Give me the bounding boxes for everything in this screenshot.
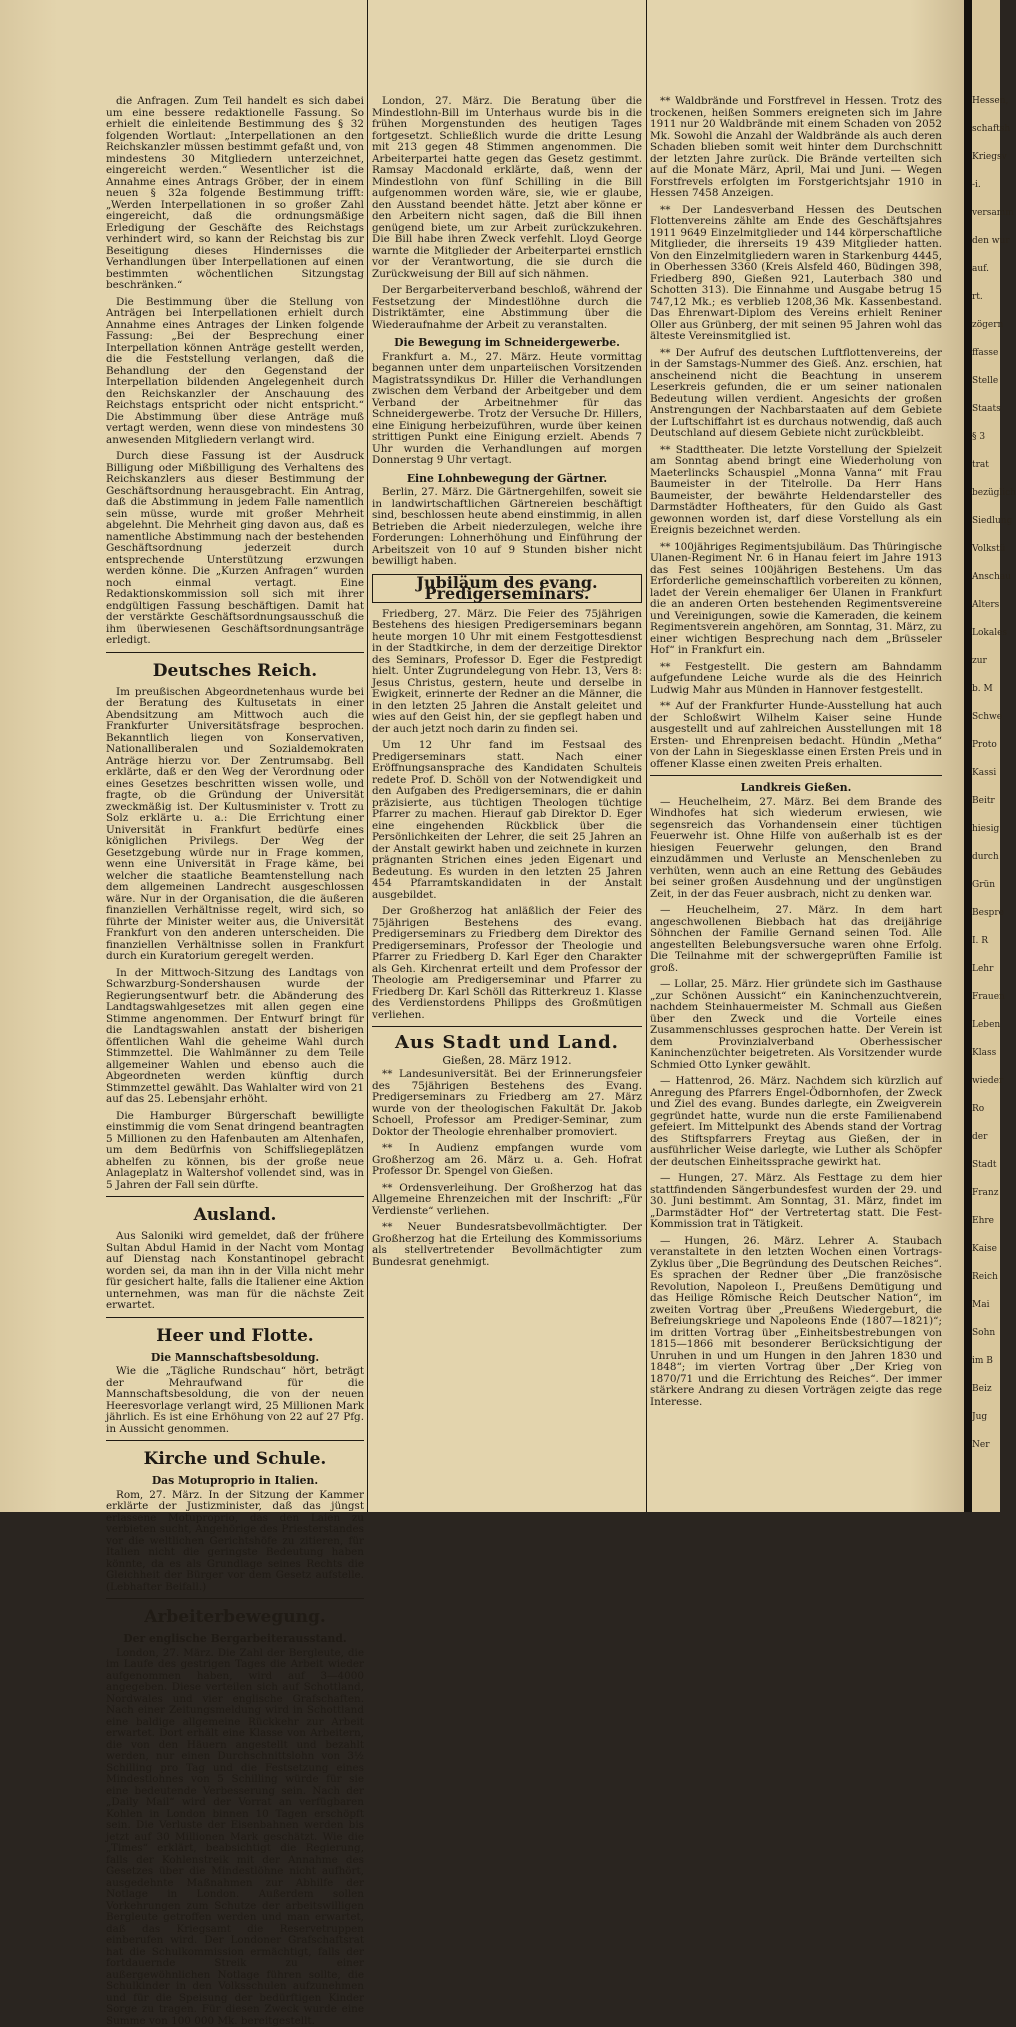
article-paragraph: ** Festgestellt. Die gestern am Bahndamm aufgefundene Leiche wurde als die des Heinrich Ludwig Mahr aus Münden in Hannover festgestellt. — [650, 662, 942, 697]
article-paragraph: — Heuchelheim, 27. März. Bei dem Brande des Windhofes hat sich wiederum erwiesen, wie segensreich das Vorhandensein einer tüchtigen Feuerwehr ist. Ohne Hilfe von außerhalb ist es der hiesigen Feuerwehr gelungen, den Brand einzudämmen und Verluste an Menschenleben zu verhüten, wenn auch an eine Rettung des Gebäudes bei seiner großen Ausdehnung und der ungünstigen Zeit, in der das Feuer ausbrach, nicht zu denken war. — [650, 797, 942, 901]
article-paragraph: Friedberg, 27. März. Die Feier des 75jährigen Bestehens des hiesigen Predigerseminars begann heute morgen 10 Uhr mit einem Festgottesdienst in der Stadtkirche, in dem der derzeitige Direktor des Seminars, Professor D. Eger die Festpredigt hielt. Unter Zugrundelegung von Hebr. 13, Vers 8: Jesus Christus, gestern, heute und derselbe in Ewigkeit, erinnerte der Redner an die Männer, die in den letzten 25 Jahren die Anstalt geleitet und wies auf den Geist hin, der sie gepflegt haben und der auch jetzt noch darin zu finden sei. — [372, 609, 642, 736]
article-paragraph: ** Der Aufruf des deutschen Luftflottenvereins, der in der Samstags-Nummer des Gieß. Anz. erschien, hat anscheinend nicht die Beachtung in unserem Leserkreis gefunden, die er um seiner nationalen Bedeutung willen verdient. Angesichts der großen Anstrengungen der Nachbarstaaten auf dem Gebiete der Luftschiffahrt ist es durchaus notwendig, daß auch Deutschland auf diesem Gebiete nicht zurückbleibt. — [650, 348, 942, 440]
article-paragraph: ** Neuer Bundesratsbevollmächtigter. Der Großherzog hat die Erteilung des Kommissoriums als stellvertretender Bevollmächtigter zum Bundesrat genehmigt. — [372, 1222, 642, 1268]
edge-fragment: Stelle — [972, 376, 1000, 387]
article-paragraph: die Anfragen. Zum Teil handelt es sich dabei um eine bessere redaktionelle Fassung. So erhielt die einleitende Bestimmung des § 32 folgenden Wortlaut: „Interpellationen an den Reichskanzler müssen bestimmt gefaßt und, von mindestens 30 Mitgliedern unterzeichnet, eingereicht werden.“ Wesentlicher ist die Annahme eines Antrags Gröber, der in einem neuen § 32a folgende Bestimmung trifft: „Werden Interpellationen in so großer Zahl eingereicht, daß die ordnungsmäßige Erledigung der Geschäfte des Reichstags verhindert wird, so kann der Reichstag bis zur Beseitigung dieses Hindernisses die Verhandlungen über Interpellationen auf einen bestimmten wöchentlichen Sitzungstag beschränken.“ — [106, 96, 364, 292]
article-paragraph: ** In Audienz empfangen wurde vom Großherzog am 26. März u. a. Geh. Hofrat Professor Dr. Spengel von Gießen. — [372, 1143, 642, 1178]
column-1 — [106, 96, 364, 1492]
article-paragraph: ** Auf der Frankfurter Hunde-Ausstellung hat auch der Schloßwirt Wilhelm Kaiser seine Hunde ausgestellt und auf zahlreichen Ausstellungen mit 18 Ersten- und Ehrenpreisen bedacht. Hündin „Metha“ von der Lahn in Siegesklasse einen Ersten Preis und in offener Klasse einen zweiten Preis erhalten. — [650, 701, 942, 770]
article-paragraph: Berlin, 27. März. Die Gärtnergehilfen, soweit sie in landwirtschaftlichen Gärtnereien beschäftigt sind, beschlossen heute abend einstimmig, in allen Betrieben die Arbeit niederzulegen, welche ihre Forderungen: Lohnerhöhung und Einführung der Arbeitszeit von 10 auf 9 Stunden bisher nicht bewilligt haben. — [372, 487, 642, 568]
article-paragraph: London, 27. März. Die Zahl der Bergleute, die im Laufe des gestrigen Tages die Arbeit wieder aufgenommen haben, wird auf 3—4000 angegeben. Diese verteilen sich auf Schottland, Nordwales und vier englische Grafschaften. Nach einer Zeitungsmeldung wird in Schottland eine baldige allgemeine Rückkehr zur Arbeit erwartet. Dort erhält eine Klasse von Arbeitern, die von den Häuern angestellt und bezahlt werden, nur einen Durchschnittslohn von 3½ Schilling pro Tag und die Festsetzung eines Mindestlohnes von 5 Schilling würde für sie eine bedeutende Verbesserung sein. Nach der „Daily Mail“ wird der Vorrat an verfügbaren Kohlen in London binnen 10 Tagen erschöpft sein. Die Verluste der Eisenbahnen werden bis jetzt auf 30 Millionen Mark geschätzt. Wie die „Times“ erklärt, beabsichtigt die Regierung, falls der Kohlenstreik mit der Annahme des Gesetzes über die Mindestlöhne nicht aufhört, ausgedehnte Maßnahmen zur Abhilfe der Notlage in London. Außerdem sollen Vorkehrungen zum Schutze der arbeitswilligen Bergleute getroffen werden und man erwartet, daß das Kriegsamt die Reservetruppen einberufen wird. Der Londoner Grafschaftsrat hat die Schulkommission ermächtigt, falls der fortdauernde Streik zu einer außergewöhnlichen Notlage führen sollte, die Schulkinder in den Volksschulen aufzunehmen und für die Speisung der bedürftigen Kinder Sorge zu tragen. Für diesen Zweck wurde eine Summe von 100 000 Mk. bereitgestellt. — [106, 1648, 364, 2027]
article-paragraph: Rom, 27. März. In der Sitzung der Kammer erklärte der Justizminister, daß das jüngst erlassene Motuproprio, das den Laien zu verbieten sucht, Angehörige des Priesterstandes vor die weltlichen Gerichtshöfe zu zitieren, für Italien nicht die geringste Bedeutung haben könnte, da es als Grundlage seines Rechts die Gleichheit der Bürger vor dem Gesetz aufstelle. (Lebhafter Beifall.) — [106, 1490, 364, 1594]
edge-fragment: Leben — [972, 1020, 1000, 1031]
sub-heading: Der englische Bergarbeiterausstand. — [106, 1633, 364, 1645]
edge-fragment: Ro — [972, 1104, 1000, 1115]
page-binding-edge — [964, 0, 972, 1512]
edge-fragment: Jug — [972, 1412, 1000, 1423]
section-heading: Aus Stadt und Land. — [372, 1037, 642, 1049]
edge-fragment: hiesig — [972, 824, 1000, 835]
section-rule — [106, 1440, 364, 1441]
edge-fragment: Reich — [972, 1272, 1000, 1283]
article-paragraph: ** Waldbrände und Forstfrevel in Hessen. Trotz des trockenen, heißen Sommers ereigneten sich im Jahre 1911 nur 20 Waldbrände mit einem Schaden von 2052 Mk. Sowohl die Anzahl der Waldbrände als auch deren Schaden blieben somit weit hinter dem Durchschnitt der letzten Jahre zurück. Die Brände verteilten sich auf die Monate März, April, Mai und Juni. — Wegen Forstfrevels erfolgten im Forstgerichtsjahr 1910 in Hessen 7458 Anzeigen. — [650, 96, 942, 200]
section-rule — [106, 1598, 364, 1599]
edge-fragment: I. R — [972, 936, 1000, 947]
section-rule — [650, 775, 942, 776]
edge-fragment: Stadt — [972, 1160, 1000, 1171]
edge-fragment: durch — [972, 852, 1000, 863]
column-divider — [367, 0, 368, 1512]
edge-fragment: rt. — [972, 292, 1000, 303]
article-paragraph: Aus Saloniki wird gemeldet, daß der frühere Sultan Abdul Hamid in der Nacht vom Montag auf Dienstag nach Konstantinopel gebracht worden sei, da man ihn in der Villa nicht mehr für gesichert halte, falls die Italiener eine Aktion unternehmen, was man für die nächste Zeit erwartet. — [106, 1231, 364, 1312]
adjacent-page-text — [972, 96, 1000, 1492]
section-rule — [106, 1317, 364, 1318]
article-paragraph: Durch diese Fassung ist der Ausdruck Billigung oder Mißbilligung des Verhaltens des Reichskanzlers aus dieser Bestimmung der Geschäftsordnung herausgebracht. Ein Antrag, daß die Abstimmung in jedem Falle namentlich sein müsse, wurde mit großer Mehrheit abgelehnt. Die Mehrheit ging davon aus, daß es namentliche Abstimmung nach der bestehenden Geschäftsordnung jederzeit durch entsprechende Unterstützung erzwungen werden könne. Die „Kurzen Anfragen“ wurden noch einmal vertagt. Eine Redaktionskommission soll sich mit ihrer endgültigen Fassung beschäftigen. Damit hat der verstärkte Geschäftsordnungsausschuß die ihm überwiesenen Geschäftsordnungsanträge erledigt. — [106, 451, 364, 647]
edge-fragment: versamm — [972, 208, 1000, 219]
edge-fragment: Schwe — [972, 712, 1000, 723]
edge-fragment: ffasse — [972, 348, 1000, 359]
article-paragraph: — Hattenrod, 26. März. Nachdem sich kürzlich auf Anregung des Pfarrers Engel-Ödbornhofen, der Zweck und Ziel des evang. Bundes darlegte, ein Zweigverein gegründet hatte, wurde nun die erste Familienabend gefeiert. Im Mittelpunkt des Abends stand der Vortrag des Stiftspfarrers Freytag aus Gießen, der in ausführlicher Weise darlegte, wie Luther als Schöpfer der deutschen Einheitssprache gewirkt hat. — [650, 1076, 942, 1168]
article-paragraph: Der Großherzog hat anläßlich der Feier des 75jährigen Bestehens des evang. Predigerseminars zu Friedberg dem Direktor des Predigerseminars, Professor der Theologie und Pfarrer zu Friedberg D. Karl Eger den Charakter als Geh. Kirchenrat erteilt und dem Professor der Theologie am Predigerseminar und Pfarrer zu Friedberg Dr. Karl Schöll das Ritterkreuz 1. Klasse des Verdienstordens Philipps des Großmütigen verliehen. — [372, 906, 642, 1021]
edge-fragment: Mai — [972, 1300, 1000, 1311]
edge-fragment: b. M — [972, 684, 1000, 695]
edge-fragment: Kassi — [972, 768, 1000, 779]
edge-fragment: Bespre — [972, 908, 1000, 919]
article-paragraph: ** Ordensverleihung. Der Großherzog hat das Allgemeine Ehrenzeichen mit der Inschrift: „Für Verdienste“ verliehen. — [372, 1183, 642, 1218]
section-heading: Arbeiterbewegung. — [106, 1608, 364, 1627]
section-heading: Kirche und Schule. — [106, 1450, 364, 1469]
edge-fragment: Lehr — [972, 964, 1000, 975]
edge-fragment: Kriegsv — [972, 152, 1000, 163]
edge-fragment: Grün — [972, 880, 1000, 891]
edge-fragment: Anschau — [972, 572, 1000, 583]
sub-heading: Die Mannschaftsbesoldung. — [106, 1352, 364, 1364]
article-paragraph: In der Mittwoch-Sitzung des Landtags von Schwarzburg-Sondershausen wurde der Regierungsentwurf betr. die Abänderung des Landtagswahlgesetzes mit allen gegen eine Stimme angenommen. Der Entwurf bringt für die Landtagswahlen anstatt der bisherigen öffentlichen Wahl die geheime Wahl durch Stimmzettel. Die Wahlmänner zu dem Teile allgemeiner Wahlen und ebenso auch die Abgeordneten werden künftig durch Stimmzettel gewählt. Das Wahlalter wird von 21 auf das 25. Lebensjahr erhöht. — [106, 968, 364, 1106]
edge-fragment: zur — [972, 656, 1000, 667]
dateline: Gießen, 28. März 1912. — [372, 1055, 642, 1067]
edge-fragment: Kaise — [972, 1244, 1000, 1255]
edge-fragment: auf. — [972, 264, 1000, 275]
edge-fragment: Ner — [972, 1440, 1000, 1451]
article-paragraph: — Lollar, 25. März. Hier gründete sich im Gasthause „zur Schönen Aussicht“ ein Kaninchenzuchtverein, nachdem Steinhauermeister M. Schmall aus Gießen über den Zweck und die Vorteile eines Zusammenschlusses gesprochen hatte. Der Verein ist dem Provinzialverband Oberhessischer Kaninchenzüchter beigetreten. Als Vorsitzender wurde Schmied Otto Lynker gewählt. — [650, 979, 942, 1071]
section-rule — [106, 1196, 364, 1197]
edge-fragment: Sohn — [972, 1328, 1000, 1339]
edge-fragment: bezüglich — [972, 488, 1000, 499]
boxed-heading: Jubiläum des evang. Predigerseminars. — [372, 574, 642, 603]
edge-fragment: Beiz — [972, 1384, 1000, 1395]
column-3 — [650, 96, 942, 1492]
edge-fragment: -i. — [972, 180, 1000, 191]
edge-fragment: trat — [972, 460, 1000, 471]
article-paragraph: ** Der Landesverband Hessen des Deutschen Flottenvereins zählte am Ende des Geschäftsjahres 1911 9649 Einzelmitglieder und 144 körperschaftliche Mitglieder, die ihrerseits 19 439 Mitglieder hatten. Von den Einzelmitgliedern waren in Starkenburg 4445, in Oberhessen 3360 (Kreis Alsfeld 460, Büdingen 398, Friedberg 890, Gießen 921, Lauterbach 380 und Schotten 313). Die Einnahme und Ausgabe betrug 15 747,12 Mk.; es verblieb 1208,36 Mk. Kassenbestand. Das Ehrenwart-Diplom des Vereins erhielt Reniner Oller aus Grünberg, der mit seinen 95 Jahren wohl das älteste Vereinsmitglied ist. — [650, 205, 942, 343]
article-paragraph: ** Stadttheater. Die letzte Vorstellung der Spielzeit am Sonntag abend bringt eine Wiederholung von Maeterlincks Schauspiel „Monna Vanna“ mit Frau Baumeister in der Titelrolle. Da Herr Hans Baumeister, der bewährte Heldendarsteller des Darmstädter Hoftheaters, für den Guido als Gast gewonnen worden ist, darf diese Vorstellung als ein Ereignis bezeichnet werden. — [650, 445, 942, 537]
edge-fragment: zögern — [972, 320, 1000, 331]
section-rule — [106, 652, 364, 653]
edge-fragment: wieder — [972, 1076, 1000, 1087]
section-heading: Heer und Flotte. — [106, 1327, 364, 1346]
column-divider — [646, 0, 647, 1512]
edge-fragment: Volkstü — [972, 544, 1000, 555]
edge-fragment: § 3 — [972, 432, 1000, 443]
article-paragraph: Im preußischen Abgeordnetenhaus wurde bei der Beratung des Kultusetats in einer Abendsitzung am Mittwoch auch die Frankfurter Universitätsfrage besprochen. Bekanntlich liegen von Konservativen, Nationalliberalen und Sozialdemokraten Anträge hierzu vor. Der Zentrumsabg. Bell erklärte, daß er den Weg der Verordnung oder eines Gesetzes beschritten wissen wolle, und fragte, ob die Gründung der Universität zweckmäßig ist. Der Kultusminister v. Trott zu Solz erklärte u. a.: Die Errichtung einer Universität in Frankfurt bedürfe eines königlichen Privilegs. Der Weg der Gesetzgebung würde nur in Frage kommen, wenn eine Universität in Frage käme, bei welcher die staatliche Beamtenstellung nach dem allgemeinen Landrecht ausgeschlossen wäre. Nur in der Organisation, die die äußeren finanziellen Verhältnisse regelt, wird sich, so führte der Minister weiter aus, die Universität Frankfurt von den anderen unterscheiden. Die finanziellen Verhältnisse sollen in Frankfurt durch ein Kuratorium geregelt werden. — [106, 687, 364, 963]
edge-fragment: Beitr — [972, 796, 1000, 807]
edge-fragment: im B — [972, 1356, 1000, 1367]
edge-fragment: den wur — [972, 236, 1000, 247]
article-paragraph: — Hungen, 27. März. Als Festtage zu dem hier stattfindenden Sängerbundesfest wurden der 29. und 30. Juni bestimmt. Am Sonntag, 31. März, findet im „Darmstädter Hof“ der Vertretertag statt. Die Fest-Kommission trat in Tätigkeit. — [650, 1173, 942, 1231]
edge-fragment: Frauen — [972, 992, 1000, 1003]
article-paragraph: Um 12 Uhr fand im Festsaal des Predigerseminars statt. Nach einer Eröffnungsansprache des Kandidaten Schulteis redete Prof. D. Schöll von der Notwendigkeit und den Aufgaben des Predigerseminars, die er dahin präzisierte, aus tüchtigen Theologen tüchtige Pfarrer zu machen. Hierauf gab Direktor D. Eger eine eingehenden Rückblick über die Persönlichkeiten der Lehrer, die seit 25 Jahren an der Anstalt gewirkt haben und zeichnete in kurzen prägnanten Strichen eines jeden Eigenart und Bedeutung. Es wurden in den letzten 25 Jahren 454 Pfarramtskandidaten in der Anstalt ausgebildet. — [372, 740, 642, 901]
column-2 — [372, 96, 642, 1492]
edge-fragment: Lokales — [972, 628, 1000, 639]
sub-heading: Das Motuproprio in Italien. — [106, 1475, 364, 1487]
section-rule — [372, 1026, 642, 1027]
article-paragraph: Der Bergarbeiterverband beschloß, während der Festsetzung der Mindestlöhne durch die Distriktämter, eine Abstimmung über die Wiederaufnahme der Arbeit zu veranstalten. — [372, 285, 642, 331]
edge-fragment: Staats — [972, 404, 1000, 415]
edge-fragment: Proto — [972, 740, 1000, 751]
sub-heading: Eine Lohnbewegung der Gärtner. — [372, 473, 642, 485]
article-paragraph: Wie die „Tägliche Rundschau“ hört, beträgt der Mehraufwand für die Mannschaftsbesoldung, die von der neuen Heeresvorlage verlangt wird, 25 Millionen Mark jährlich. Es ist eine Erhöhung von 22 auf 27 Pfg. in Aussicht genommen. — [106, 1366, 364, 1435]
edge-fragment: Klass — [972, 1048, 1000, 1059]
edge-fragment: Ehre — [972, 1216, 1000, 1227]
article-paragraph: ** Landesuniversität. Bei der Erinnerungsfeier des 75jährigen Bestehens des Evang. Predigerseminars zu Friedberg am 27. März wurde von der theologischen Fakultät Dr. Jakob Schoell, Professor am Prediger-Seminar, zum Doktor der Theologie ehrenhalber promoviert. — [372, 1069, 642, 1138]
section-heading: Deutsches Reich. — [106, 662, 364, 681]
article-paragraph: Die Hamburger Bürgerschaft bewilligte einstimmig die vom Senat dringend beantragten 5 Millionen zu den Hafenbauten am Altenhafen, um dem Bedürfnis von Schiffsliegeplätzen abhelfen zu können, bis der große neue Anlageplatz in Waltershof vollendet sind, was in 5 Jahren der Fall sein dürfte. — [106, 1111, 364, 1192]
sub-heading: Die Bewegung im Schneidergewerbe. — [372, 337, 642, 349]
edge-fragment: Alters — [972, 600, 1000, 611]
edge-fragment: schaftsh — [972, 124, 1000, 135]
article-paragraph: — Hungen, 26. März. Lehrer A. Staubach veranstaltete in den letzten Wochen einen Vortrags-Zyklus über „Die Begründung des Deutschen Reiches“. Es sprachen der Redner über „Die französische Revolution, Napoleon I., Preußens Demütigung und das Heilige Römische Reich Deutscher Nation“, im zweiten Vortrag über „Preußens Wiedergeburt, die Befreiungskriege und Napoleons Ende (1807—1821)“; im dritten Vortrag über „Einheitsbestrebungen von 1815—1866 mit besonderer Berücksichtigung der Unruhen in und um Hungen in den Jahren 1830 und 1848“; im vierten Vortrag über „Der Krieg von 1870/71 und die Errichtung des Reiches“. Der immer stärkere Andrang zu diesen Vorträgen zeigte das rege Interesse. — [650, 1236, 942, 1409]
edge-fragment: der — [972, 1132, 1000, 1143]
edge-fragment: Hessen, — [972, 96, 1000, 107]
article-paragraph: — Heuchelheim, 27. März. In dem hart angeschwollenen Biebbach hat das dreijährige Söhnchen der Familie Gernand seinen Tod. Alle angestellten Belebungsversuche waren ohne Erfolg. Die Teilnahme mit der schwergeprüften Familie ist groß. — [650, 905, 942, 974]
article-paragraph: Frankfurt a. M., 27. März. Heute vormittag begannen unter dem unparteiischen Vorsitzenden Magistratssyndikus Dr. Hiller die Verhandlungen zwischen dem Verband der Arbeitgeber und dem Verband der Arbeitnehmer für das Schneidergewerbe. Trotz der Versuche Dr. Hillers, eine Einigung herbeizuführen, wurde über keinen strittigen Punkt eine Einigung erzielt. Abends 7 Uhr wurden die Verhandlungen auf morgen Donnerstag 9 Uhr vertagt. — [372, 352, 642, 467]
article-paragraph: London, 27. März. Die Beratung über die Mindestlohn-Bill im Unterhaus wurde bis in die frühen Morgenstunden des heutigen Tages fortgesetzt. Schließlich wurde die dritte Lesung mit 213 gegen 48 Stimmen angenommen. Die Arbeiterpartei hatte gegen das Gesetz gestimmt. Ramsay Macdonald erklärte, daß, wenn der Mindestlohn von fünf Schilling in die Bill aufgenommen worden wäre, sie, wie er glaube, den Ausstand beendet hätte. Jetzt aber könne er den Arbeitern nicht sagen, daß die Bill ihnen genügend biete, um zur Arbeit zurückzukehren. Die Bill habe ihren Zweck verfehlt. Lloyd George warnte die Mitglieder der Arbeiterpartei ernstlich vor der Verantwortung, die sie durch die Zurückweisung der Bill auf sich nähmen. — [372, 96, 642, 280]
edge-fragment: Franz — [972, 1188, 1000, 1199]
article-paragraph: Die Bestimmung über die Stellung von Anträgen bei Interpellationen erhielt durch Annahme eines Antrages der Linken folgende Fassung: „Bei der Besprechung einer Interpellation können Anträge gestellt werden, die die Feststellung verlangen, daß die Behandlung der den Gegenstand der Interpellation bildenden Angelegenheit durch den Reichskanzler der Anschauung des Reichstags entspricht oder nicht entspricht.“ Die Abstimmung über diese Anträge muß vertagt werden, wenn diese von mindestens 30 anwesenden Mitgliedern verlangt wird. — [106, 297, 364, 447]
section-heading: Ausland. — [106, 1206, 364, 1225]
article-paragraph: ** 100jähriges Regimentsjubiläum. Das Thüringische Ulanen-Regiment Nr. 6 in Hanau feiert im Jahre 1913 das Fest seines 100jährigen Bestehens. Um das Erforderliche gemeinschaftlich vorbereiten zu können, ladet der Verein ehemaliger 6er Ulanen in Frankfurt die an anderen Orten bestehenden Regimentsvereine und Vereinigungen, sowie die Kameraden, die keinem Regimentsverein angehören, am Sonntag, 31. März, zu einer wichtigen Besprechung nach dem „Brüsseler Hof“ in Frankfurt ein. — [650, 542, 942, 657]
section-heading: Landkreis Gießen. — [650, 782, 942, 794]
edge-fragment: Siedlung — [972, 516, 1000, 527]
